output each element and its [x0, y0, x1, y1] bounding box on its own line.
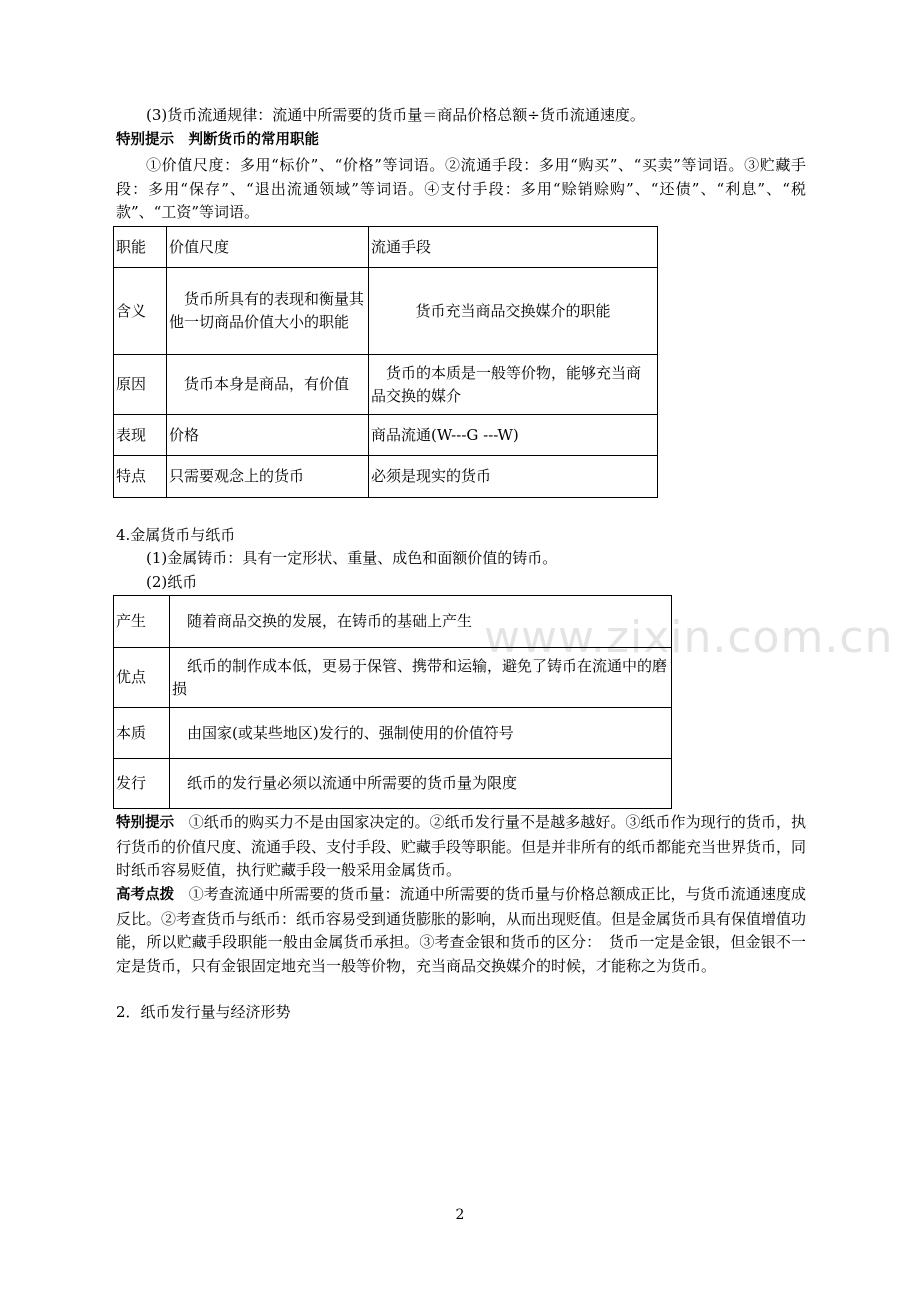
tip1-heading: 特别提示 判断货币的常用职能	[116, 132, 319, 148]
table-row	[114, 648, 672, 708]
table-cell: 本质	[114, 708, 170, 759]
tip1-text: ①价值尺度：多用“标价”、“价格”等词语。②流通手段：多用“购买”、“买卖”等词语。③贮藏手段：多用“保存”、“退出流通领域”等词语。④支付手段：多用“赊销赊购”、“还债”、“利息”、“税款”、“工资”等词语。	[116, 156, 806, 221]
table-cell: 特点	[114, 456, 167, 498]
table-cell: 必须是现实的货币	[369, 456, 658, 498]
page-number: 2	[455, 1207, 465, 1223]
exam-paragraph	[116, 883, 806, 978]
table-cell: 含义	[114, 268, 167, 355]
table-cell: 表现	[114, 415, 167, 456]
table-cell: 纸币的制作成本低，更易于保管、携带和运输，避免了铸币在流通中的磨损	[170, 648, 672, 708]
table-cell: 发行	[114, 759, 170, 809]
table-row	[114, 596, 672, 648]
table-header-cell: 职能	[114, 227, 167, 268]
table-cell: 只需要观念上的货币	[167, 456, 369, 498]
table-cell: 产生	[114, 596, 170, 648]
table-cell: 商品流通(W---G ---W)	[369, 415, 658, 456]
table-cell: 纸币的发行量必须以流通中所需要的货币量为限度	[170, 759, 672, 809]
section2-title: 2．纸币发行量与经济形势	[116, 1003, 291, 1021]
table-cell: 原因	[114, 355, 167, 415]
table-row	[114, 227, 658, 268]
table-row	[114, 759, 672, 809]
exam-text: ①考查流通中所需要的货币量：流通中所需要的货币量与价格总额成正比，与货币流通速度成反比。②考查货币与纸币：纸币容易受到通货膨胀的影响，从而出现贬值。但是金属货币具有保值增值功能，所以贮藏手段职能一般由金属货币承担。③考查金银和货币的区分： 货币一定是金银，但金银不一定是货币，只有金银固定地充当一般等价物，充当商品交换媒介的时候，才能称之为货币。	[116, 885, 807, 975]
table-header-cell: 价值尺度	[167, 227, 369, 268]
watermark: www.zixin.com.cn	[484, 612, 894, 663]
rule-3-text: (3)货币流通规律：流通中所需要的货币量＝商品价格总额÷货币流通速度。	[146, 106, 645, 124]
table-cell: 货币所具有的表现和衡量其他一切商品价值大小的职能	[167, 268, 369, 355]
section4-item1: (1)金属铸币：具有一定形状、重量、成色和面额价值的铸币。	[146, 549, 558, 567]
table-row	[114, 355, 658, 415]
tip2-label: 特别提示	[116, 815, 175, 831]
table-cell: 货币充当商品交换媒介的职能	[369, 268, 658, 355]
table-cell: 随着商品交换的发展，在铸币的基础上产生	[170, 596, 672, 648]
paper-money-table	[113, 595, 672, 809]
function-table	[113, 226, 658, 498]
tip2-paragraph	[116, 811, 806, 883]
table-row	[114, 415, 658, 456]
table-cell: 货币的本质是一般等价物，能够充当商品交换的媒介	[369, 355, 658, 415]
section4-item2: (2)纸币	[146, 573, 198, 591]
table-cell: 货币本身是商品，有价值	[167, 355, 369, 415]
table-cell: 优点	[114, 648, 170, 708]
table-cell: 由国家(或某些地区)发行的、强制使用的价值符号	[170, 708, 672, 759]
section4-title: 4.金属货币与纸币	[116, 526, 236, 544]
tip2-text: ①纸币的购买力不是由国家决定的。②纸币发行量不是越多越好。③纸币作为现行的货币，执行货币的价值尺度、流通手段、支付手段、贮藏手段等职能。但是并非所有的纸币都能充当世界货币，同时纸币容易贬值，执行贮藏手段一般采用金属货币。	[116, 813, 807, 879]
table-header-cell: 流通手段	[369, 227, 658, 268]
table-row	[114, 456, 658, 498]
table-cell: 价格	[167, 415, 369, 456]
table-row	[114, 708, 672, 759]
exam-label: 高考点拨	[116, 887, 175, 903]
table-row	[114, 268, 658, 355]
